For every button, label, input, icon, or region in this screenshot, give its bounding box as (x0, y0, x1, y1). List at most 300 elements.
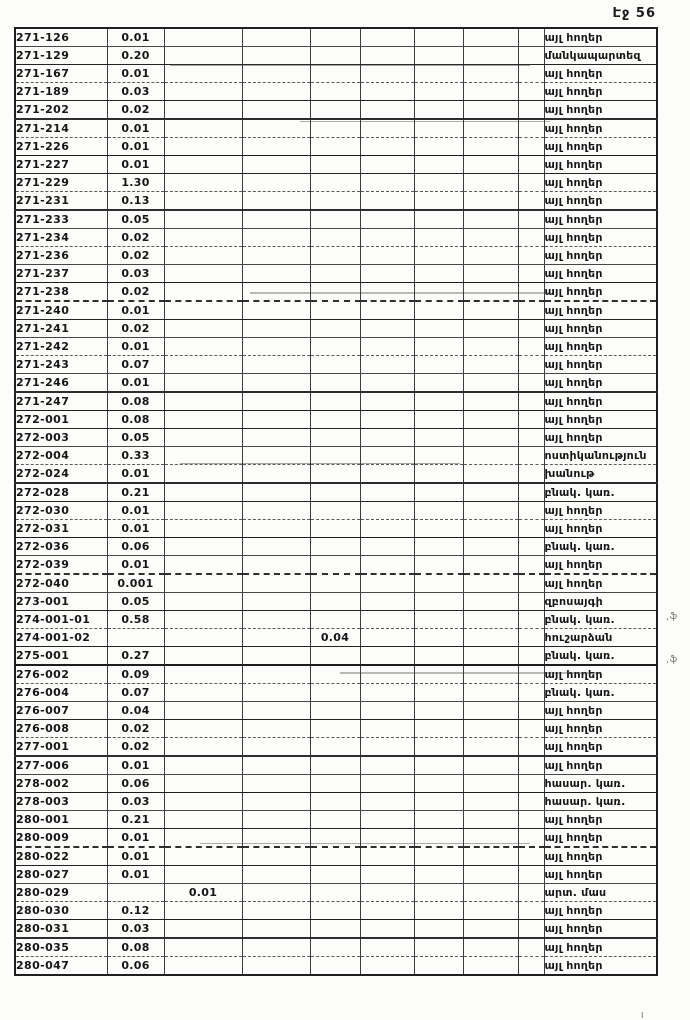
empty-cell (518, 210, 544, 229)
empty-cell (518, 556, 544, 575)
empty-cell (360, 356, 414, 374)
empty-cell (164, 429, 242, 447)
table-row (15, 338, 657, 356)
parcel-code-cell: 280-027 (15, 866, 107, 884)
land-type-cell: այլ հողեր (544, 902, 657, 920)
empty-cell (518, 338, 544, 356)
area-value-cell: 0.58 (107, 611, 164, 629)
land-type-cell: այլ հողեր (544, 374, 657, 393)
empty-cell (310, 174, 360, 192)
empty-cell (414, 374, 463, 393)
table-row (15, 738, 657, 757)
empty-cell (164, 265, 242, 283)
empty-cell (242, 866, 310, 884)
empty-cell (463, 593, 518, 611)
table-row (15, 938, 657, 957)
table-row (15, 684, 657, 702)
empty-cell (463, 265, 518, 283)
empty-cell (463, 738, 518, 757)
empty-cell (310, 465, 360, 484)
empty-cell (518, 301, 544, 320)
empty-cell (414, 411, 463, 429)
empty-cell (242, 811, 310, 829)
area-value-cell: 0.03 (107, 920, 164, 939)
empty-cell (107, 629, 164, 647)
table-row (15, 756, 657, 775)
empty-cell (518, 538, 544, 556)
parcel-code-cell: 271-214 (15, 119, 107, 138)
empty-cell (463, 192, 518, 211)
land-type-cell: ոստիկանություն (544, 447, 657, 465)
area-value-cell: 0.001 (107, 574, 164, 593)
empty-cell (463, 119, 518, 138)
empty-cell (164, 156, 242, 174)
empty-cell (463, 447, 518, 465)
empty-cell (463, 210, 518, 229)
empty-cell (360, 684, 414, 702)
empty-cell (414, 847, 463, 866)
table-row (15, 28, 657, 47)
empty-cell (518, 866, 544, 884)
empty-cell (463, 720, 518, 738)
land-type-cell: այլ հողեր (544, 101, 657, 120)
empty-cell (164, 192, 242, 211)
empty-cell (414, 556, 463, 575)
empty-cell (242, 192, 310, 211)
empty-cell (518, 938, 544, 957)
land-type-cell: հուշարձան (544, 629, 657, 647)
land-type-cell: այլ հողեր (544, 720, 657, 738)
empty-cell (360, 556, 414, 575)
empty-cell (518, 574, 544, 593)
empty-cell (414, 756, 463, 775)
empty-cell (310, 411, 360, 429)
empty-cell (518, 47, 544, 65)
empty-cell (414, 28, 463, 47)
empty-cell (360, 629, 414, 647)
empty-cell (463, 374, 518, 393)
empty-cell (164, 847, 242, 866)
empty-cell (242, 301, 310, 320)
empty-cell (360, 593, 414, 611)
empty-cell (518, 611, 544, 629)
parcel-code-cell: 271-241 (15, 320, 107, 338)
empty-cell (360, 283, 414, 302)
empty-cell (164, 866, 242, 884)
empty-cell (414, 138, 463, 156)
parcel-code-cell: 278-003 (15, 793, 107, 811)
table-row (15, 465, 657, 484)
empty-cell (463, 775, 518, 793)
table-row (15, 392, 657, 411)
land-type-cell: այլ հողեր (544, 866, 657, 884)
table-row (15, 520, 657, 538)
corner-scan-artifact: ׀ (641, 1010, 644, 1019)
empty-cell (242, 738, 310, 757)
table-row (15, 192, 657, 211)
empty-cell (164, 611, 242, 629)
empty-cell (463, 847, 518, 866)
empty-cell (310, 684, 360, 702)
empty-cell (518, 483, 544, 502)
empty-cell (310, 574, 360, 593)
empty-cell (463, 884, 518, 902)
empty-cell (310, 611, 360, 629)
empty-cell (360, 247, 414, 265)
empty-cell (414, 938, 463, 957)
empty-cell (414, 611, 463, 629)
empty-cell (518, 502, 544, 520)
empty-cell (164, 119, 242, 138)
empty-cell (360, 174, 414, 192)
empty-cell (360, 538, 414, 556)
table-row (15, 665, 657, 684)
empty-cell (242, 247, 310, 265)
empty-cell (310, 866, 360, 884)
empty-cell (310, 47, 360, 65)
empty-cell (310, 920, 360, 939)
parcel-code-cell: 271-234 (15, 229, 107, 247)
table-row (15, 265, 657, 283)
land-type-cell: այլ հողեր (544, 429, 657, 447)
empty-cell (463, 556, 518, 575)
empty-cell (164, 229, 242, 247)
empty-cell (310, 665, 360, 684)
empty-cell (463, 465, 518, 484)
table-row (15, 156, 657, 174)
parcel-code-cell: 274-001-01 (15, 611, 107, 629)
empty-cell (360, 392, 414, 411)
area-value-cell: 0.01 (107, 556, 164, 575)
empty-cell (360, 465, 414, 484)
empty-cell (518, 629, 544, 647)
land-type-cell: այլ հողեր (544, 520, 657, 538)
empty-cell (107, 884, 164, 902)
land-type-cell: արտ. մաս (544, 884, 657, 902)
table-row (15, 429, 657, 447)
empty-cell (242, 793, 310, 811)
empty-cell (463, 902, 518, 920)
area-value-cell: 0.02 (107, 283, 164, 302)
empty-cell (164, 538, 242, 556)
area-value-cell: 0.21 (107, 811, 164, 829)
empty-cell (310, 483, 360, 502)
empty-cell (242, 611, 310, 629)
empty-cell (310, 556, 360, 575)
parcel-code-cell: 272-030 (15, 502, 107, 520)
land-type-cell: այլ հողեր (544, 811, 657, 829)
empty-cell (463, 411, 518, 429)
table-row (15, 538, 657, 556)
table-row (15, 593, 657, 611)
empty-cell (310, 720, 360, 738)
empty-cell (242, 756, 310, 775)
area-value-cell: 0.02 (107, 320, 164, 338)
area-value-cell: 0.01 (107, 28, 164, 47)
empty-cell (164, 356, 242, 374)
empty-cell (414, 538, 463, 556)
empty-cell (463, 101, 518, 120)
empty-cell (360, 28, 414, 47)
empty-cell (360, 192, 414, 211)
empty-cell (242, 775, 310, 793)
empty-cell (414, 174, 463, 192)
empty-cell (414, 101, 463, 120)
empty-cell (164, 483, 242, 502)
land-type-cell: այլ հողեր (544, 957, 657, 976)
area-value-cell: 0.01 (164, 884, 242, 902)
table-row (15, 866, 657, 884)
empty-cell (164, 338, 242, 356)
empty-cell (310, 28, 360, 47)
empty-cell (414, 957, 463, 976)
empty-cell (360, 83, 414, 101)
empty-cell (242, 338, 310, 356)
empty-cell (518, 374, 544, 393)
table-row (15, 301, 657, 320)
area-value-cell: 1.30 (107, 174, 164, 192)
parcel-table (14, 27, 658, 976)
empty-cell (360, 502, 414, 520)
parcel-code-cell: 276-008 (15, 720, 107, 738)
empty-cell (518, 957, 544, 976)
table-row (15, 483, 657, 502)
area-value-cell: 0.03 (107, 265, 164, 283)
land-type-cell: այլ հողեր (544, 920, 657, 939)
parcel-code-cell: 272-031 (15, 520, 107, 538)
empty-cell (414, 793, 463, 811)
empty-cell (242, 829, 310, 848)
empty-cell (414, 65, 463, 83)
parcel-code-cell: 271-236 (15, 247, 107, 265)
empty-cell (463, 957, 518, 976)
land-type-cell: այլ հողեր (544, 65, 657, 83)
empty-cell (242, 720, 310, 738)
table-row (15, 119, 657, 138)
empty-cell (242, 920, 310, 939)
empty-cell (310, 957, 360, 976)
area-value-cell: 0.01 (107, 866, 164, 884)
area-value-cell: 0.20 (107, 47, 164, 65)
parcel-code-cell: 274-001-02 (15, 629, 107, 647)
empty-cell (242, 465, 310, 484)
empty-cell (414, 720, 463, 738)
table-row (15, 247, 657, 265)
parcel-code-cell: 272-028 (15, 483, 107, 502)
parcel-code-cell: 280-030 (15, 902, 107, 920)
empty-cell (414, 811, 463, 829)
empty-cell (164, 811, 242, 829)
empty-cell (414, 502, 463, 520)
empty-cell (518, 392, 544, 411)
empty-cell (518, 28, 544, 47)
parcel-code-cell: 272-024 (15, 465, 107, 484)
empty-cell (360, 447, 414, 465)
empty-cell (414, 483, 463, 502)
empty-cell (360, 647, 414, 666)
empty-cell (518, 192, 544, 211)
land-type-cell: այլ հողեր (544, 28, 657, 47)
empty-cell (360, 520, 414, 538)
area-value-cell: 0.12 (107, 902, 164, 920)
land-type-cell: այլ հողեր (544, 320, 657, 338)
land-type-cell: բնակ. կառ. (544, 647, 657, 666)
empty-cell (360, 775, 414, 793)
empty-cell (463, 174, 518, 192)
empty-cell (242, 556, 310, 575)
empty-cell (360, 665, 414, 684)
empty-cell (164, 520, 242, 538)
empty-cell (414, 356, 463, 374)
empty-cell (242, 210, 310, 229)
land-type-cell: այլ հողեր (544, 119, 657, 138)
empty-cell (310, 647, 360, 666)
empty-cell (414, 247, 463, 265)
area-value-cell: 0.21 (107, 483, 164, 502)
empty-cell (360, 338, 414, 356)
land-type-cell: բնակ. կառ. (544, 684, 657, 702)
empty-cell (463, 356, 518, 374)
table-row (15, 411, 657, 429)
empty-cell (242, 411, 310, 429)
empty-cell (414, 702, 463, 720)
empty-cell (164, 392, 242, 411)
area-value-cell: 0.27 (107, 647, 164, 666)
area-value-cell: 0.08 (107, 392, 164, 411)
table-row (15, 629, 657, 647)
parcel-code-cell: 273-001 (15, 593, 107, 611)
empty-cell (242, 574, 310, 593)
empty-cell (414, 192, 463, 211)
empty-cell (518, 83, 544, 101)
empty-cell (164, 665, 242, 684)
land-type-cell: հասար. կառ. (544, 775, 657, 793)
parcel-code-cell: 271-167 (15, 65, 107, 83)
empty-cell (463, 702, 518, 720)
table-row (15, 283, 657, 302)
empty-cell (310, 320, 360, 338)
empty-cell (414, 866, 463, 884)
empty-cell (164, 502, 242, 520)
empty-cell (463, 429, 518, 447)
empty-cell (164, 902, 242, 920)
empty-cell (242, 483, 310, 502)
empty-cell (360, 374, 414, 393)
area-value-cell: 0.01 (107, 301, 164, 320)
empty-cell (518, 665, 544, 684)
empty-cell (414, 338, 463, 356)
land-type-cell: հասար. կառ. (544, 793, 657, 811)
land-type-cell: այլ հողեր (544, 265, 657, 283)
empty-cell (414, 829, 463, 848)
land-type-cell: այլ հողեր (544, 338, 657, 356)
empty-cell (463, 483, 518, 502)
land-type-cell: այլ հողեր (544, 356, 657, 374)
area-value-cell: 0.13 (107, 192, 164, 211)
table-row (15, 229, 657, 247)
empty-cell (360, 902, 414, 920)
empty-cell (310, 374, 360, 393)
empty-cell (310, 229, 360, 247)
area-value-cell: 0.02 (107, 720, 164, 738)
empty-cell (242, 320, 310, 338)
empty-cell (463, 138, 518, 156)
area-value-cell: 0.06 (107, 957, 164, 976)
empty-cell (463, 338, 518, 356)
land-type-cell: այլ հողեր (544, 192, 657, 211)
empty-cell (360, 210, 414, 229)
empty-cell (242, 847, 310, 866)
empty-cell (414, 920, 463, 939)
empty-cell (164, 574, 242, 593)
empty-cell (414, 320, 463, 338)
empty-cell (360, 411, 414, 429)
parcel-table-body (15, 28, 657, 975)
empty-cell (164, 684, 242, 702)
table-row (15, 210, 657, 229)
area-value-cell: 0.33 (107, 447, 164, 465)
empty-cell (518, 920, 544, 939)
table-row (15, 647, 657, 666)
empty-cell (518, 429, 544, 447)
empty-cell (414, 447, 463, 465)
area-value-cell: 0.09 (107, 665, 164, 684)
land-type-cell: այլ հողեր (544, 229, 657, 247)
empty-cell (164, 720, 242, 738)
table-row (15, 611, 657, 629)
empty-cell (360, 65, 414, 83)
empty-cell (242, 101, 310, 120)
empty-cell (518, 902, 544, 920)
empty-cell (414, 629, 463, 647)
area-value-cell: 0.05 (107, 593, 164, 611)
empty-cell (414, 884, 463, 902)
empty-cell (242, 47, 310, 65)
empty-cell (164, 411, 242, 429)
table-row (15, 356, 657, 374)
empty-cell (242, 538, 310, 556)
land-type-cell: այլ հողեր (544, 847, 657, 866)
area-value-cell: 0.08 (107, 938, 164, 957)
empty-cell (360, 720, 414, 738)
empty-cell (164, 301, 242, 320)
empty-cell (164, 283, 242, 302)
empty-cell (360, 229, 414, 247)
empty-cell (518, 847, 544, 866)
area-value-cell: 0.01 (107, 520, 164, 538)
empty-cell (360, 138, 414, 156)
empty-cell (463, 392, 518, 411)
land-type-cell: այլ հողեր (544, 247, 657, 265)
parcel-code-cell: 271-129 (15, 47, 107, 65)
area-value-cell: 0.02 (107, 101, 164, 120)
empty-cell (518, 593, 544, 611)
area-value-cell: 0.03 (107, 83, 164, 101)
table-row (15, 138, 657, 156)
table-row (15, 884, 657, 902)
empty-cell (310, 938, 360, 957)
empty-cell (463, 65, 518, 83)
empty-cell (414, 83, 463, 101)
table-row (15, 847, 657, 866)
area-value-cell: 0.01 (107, 374, 164, 393)
empty-cell (414, 684, 463, 702)
empty-cell (242, 156, 310, 174)
table-row (15, 174, 657, 192)
empty-cell (242, 957, 310, 976)
parcel-code-cell: 272-004 (15, 447, 107, 465)
empty-cell (518, 884, 544, 902)
